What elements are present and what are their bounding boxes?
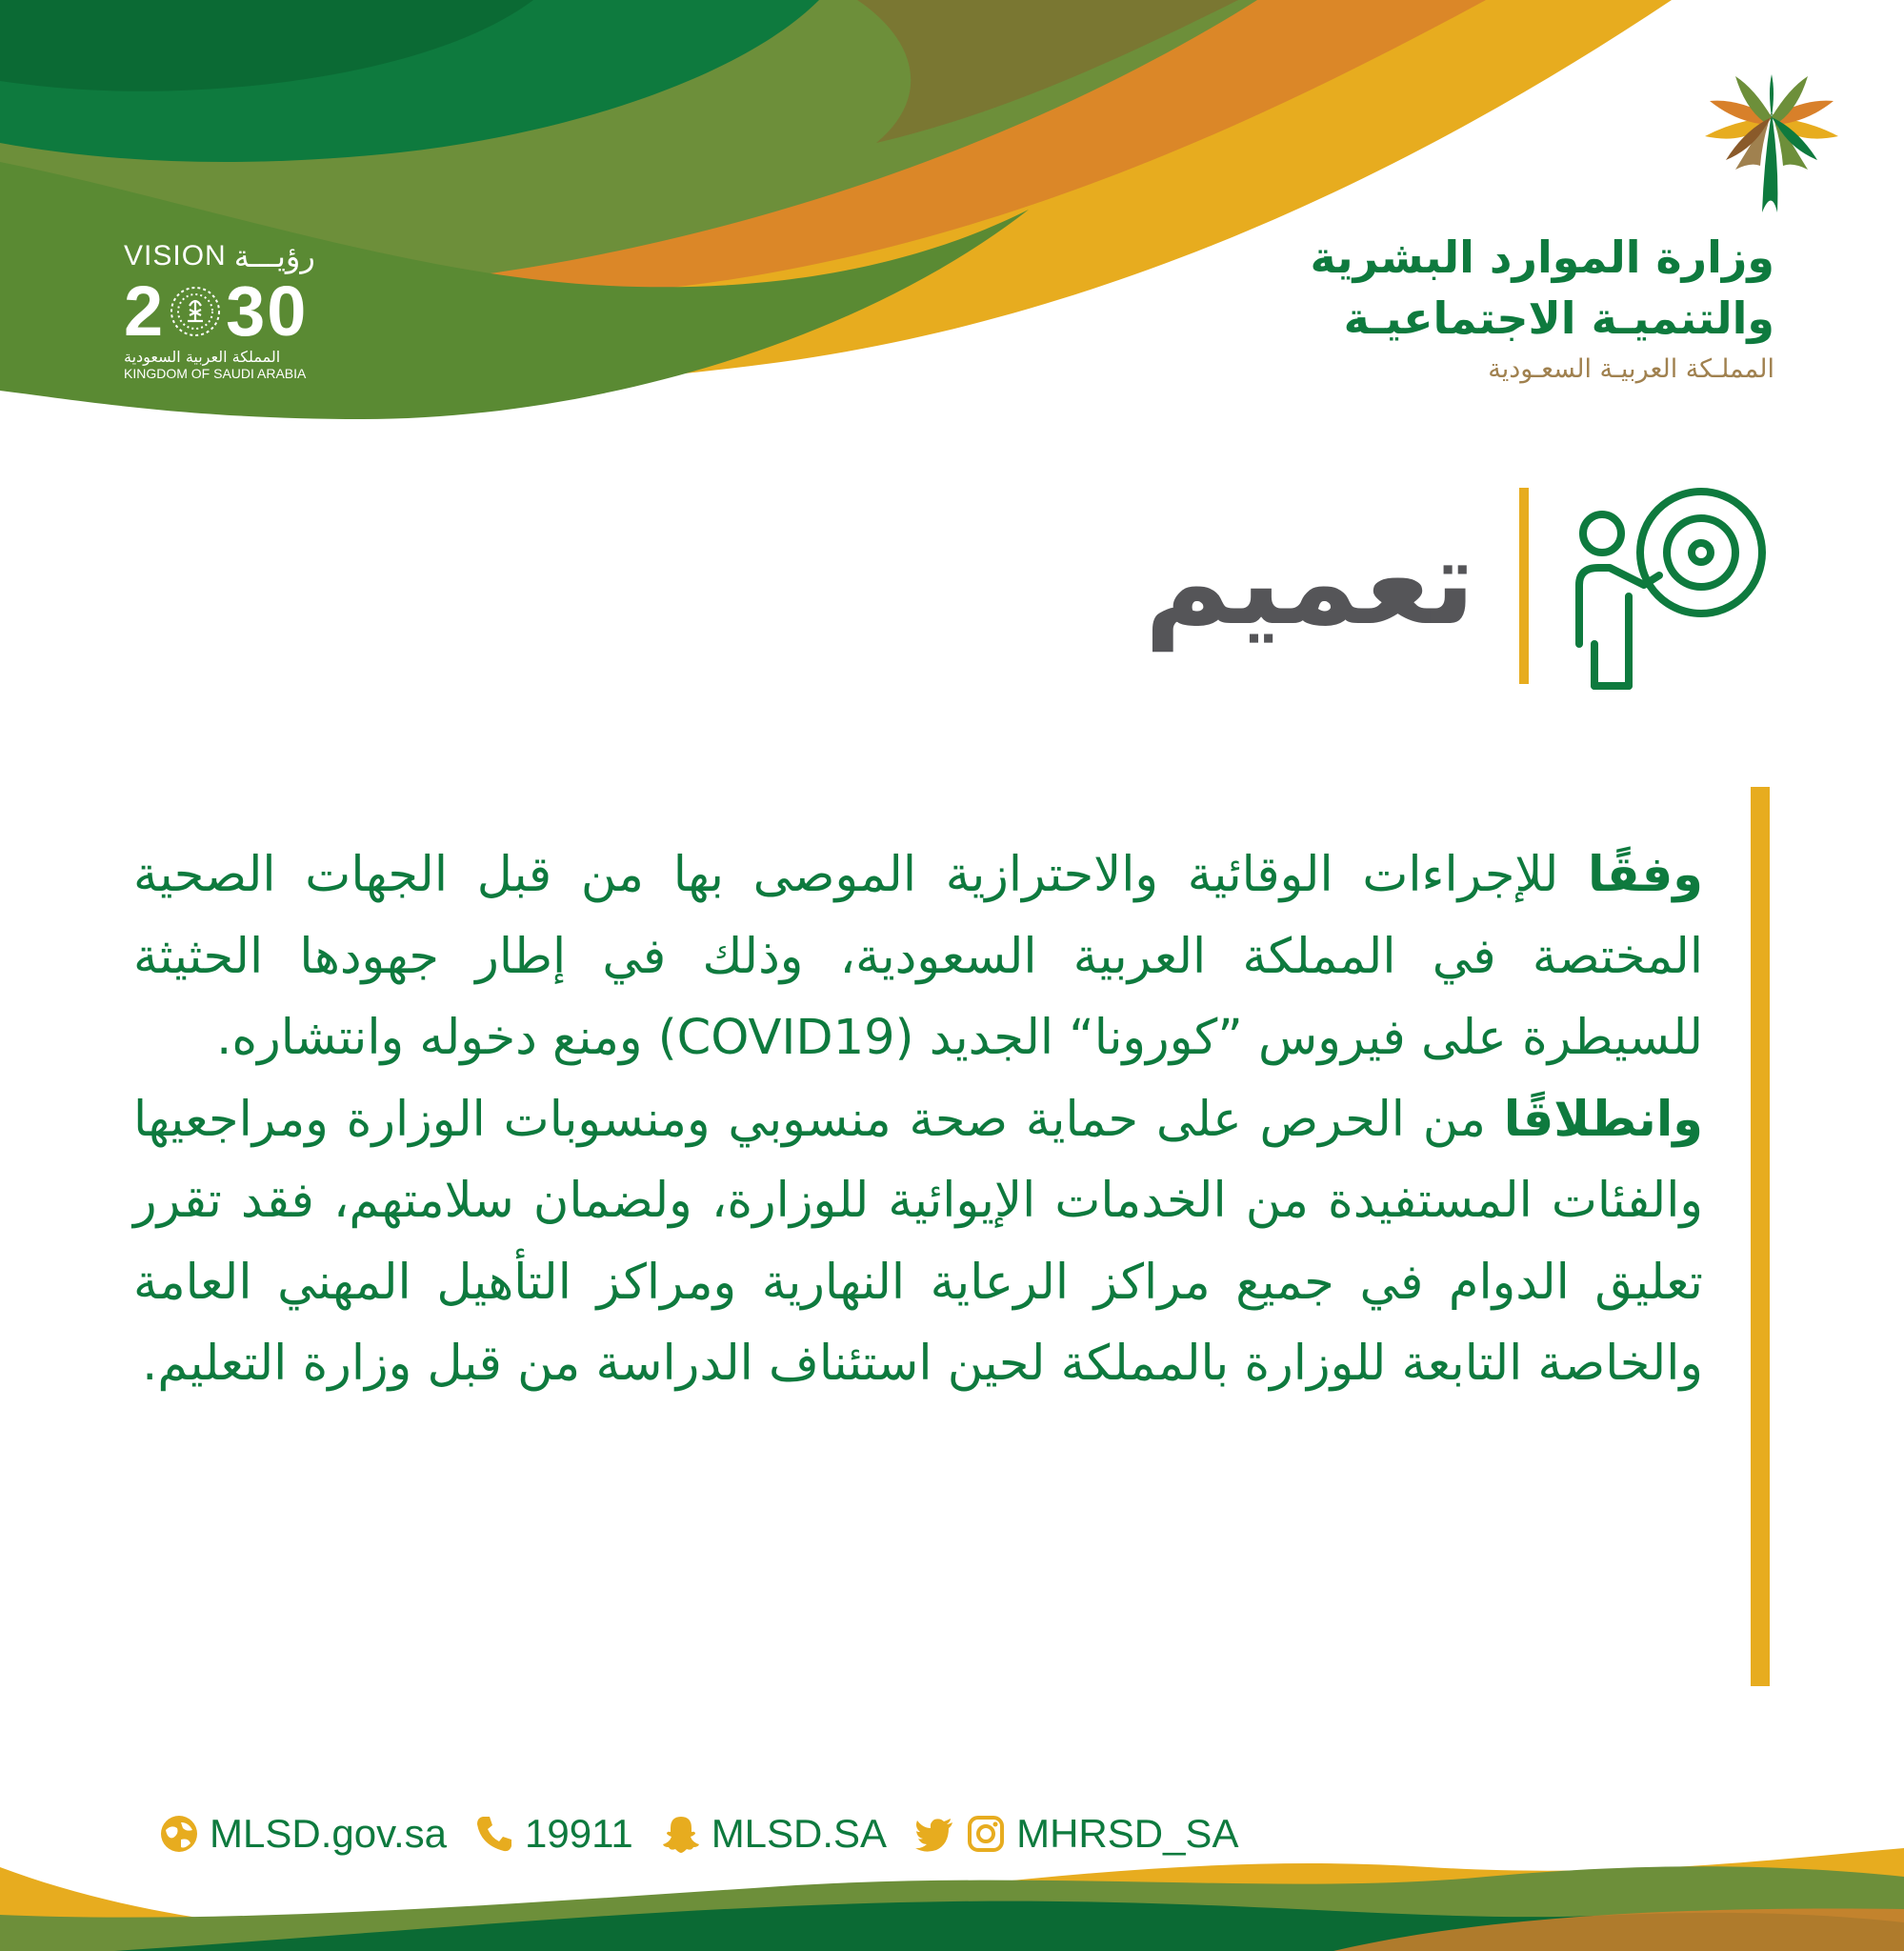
announcement-body — [133, 835, 1703, 1405]
ministry-country: المملـكة العربيـة السعـودية — [1488, 354, 1774, 384]
body-paragraph-2-text: من الحرص على حماية صحة منسوبي ومنسوبات الوزارة ومراجعيها والفئات المستفيدة من الخدمات الإيوائية للوزارة، ولضمان سلامتهم، فقد تقرر تعليق الدوام في جميع مراكز الرعاية النهارية ومراكز التأهيل المهني العامة والخاصة التابعة للوزارة بالمملكة لحين استئناف الدراسة من قبل وزارة التعليم. — [133, 1091, 1703, 1392]
body-paragraph-2-lead: وانطلاقًا — [1503, 1091, 1703, 1148]
vision-2030-logo — [124, 238, 371, 391]
ministry-palm-logo-icon — [1695, 74, 1848, 217]
announcement-person-icon — [1560, 484, 1779, 695]
page-title: تعميم — [1144, 514, 1475, 652]
vision-country-ar: المملكة العربية السعودية — [124, 348, 281, 366]
body-paragraph-1-text: للإجراءات الوقائية والاحترازية الموصى بها من قبل الجهات الصحية المختصة في المملكة العربية السعودية، وذلك في إطار جهودها الحثيثة للسيطرة على فيروس ”كورونا“ الجديد (COVID19) ومنع دخوله وانتشاره. — [133, 847, 1703, 1066]
vision-country-en: KINGDOM OF SAUDI ARABIA — [124, 366, 307, 381]
ministry-name — [1311, 227, 1775, 391]
saudi-emblem-icon — [167, 283, 224, 340]
ministry-name-line1: وزارة الموارد البشرية — [1310, 231, 1774, 283]
ministry-name-line2: والتنميـة الاجتماعيـة — [1343, 292, 1774, 344]
vision-ar: رؤيـــة — [233, 239, 315, 273]
body-accent-bar — [1751, 787, 1770, 1686]
body-paragraph-1-lead: وفقًا — [1588, 847, 1703, 903]
vision-year-right: 30 — [226, 272, 309, 351]
vision-en: VISION — [124, 240, 227, 272]
title-divider — [1519, 488, 1529, 684]
body-paragraph-2 — [133, 1079, 1703, 1405]
vision-year-left: 2 — [124, 272, 166, 351]
phone-text: 19911 — [525, 1811, 633, 1856]
body-paragraph-1 — [133, 835, 1703, 1079]
snapchat-text: MLSD.SA — [711, 1811, 888, 1856]
bottom-wave-banner — [0, 1810, 1904, 1951]
social-handle-text: MHRSD_SA — [1016, 1811, 1239, 1856]
website-text: MLSD.gov.sa — [210, 1811, 447, 1856]
